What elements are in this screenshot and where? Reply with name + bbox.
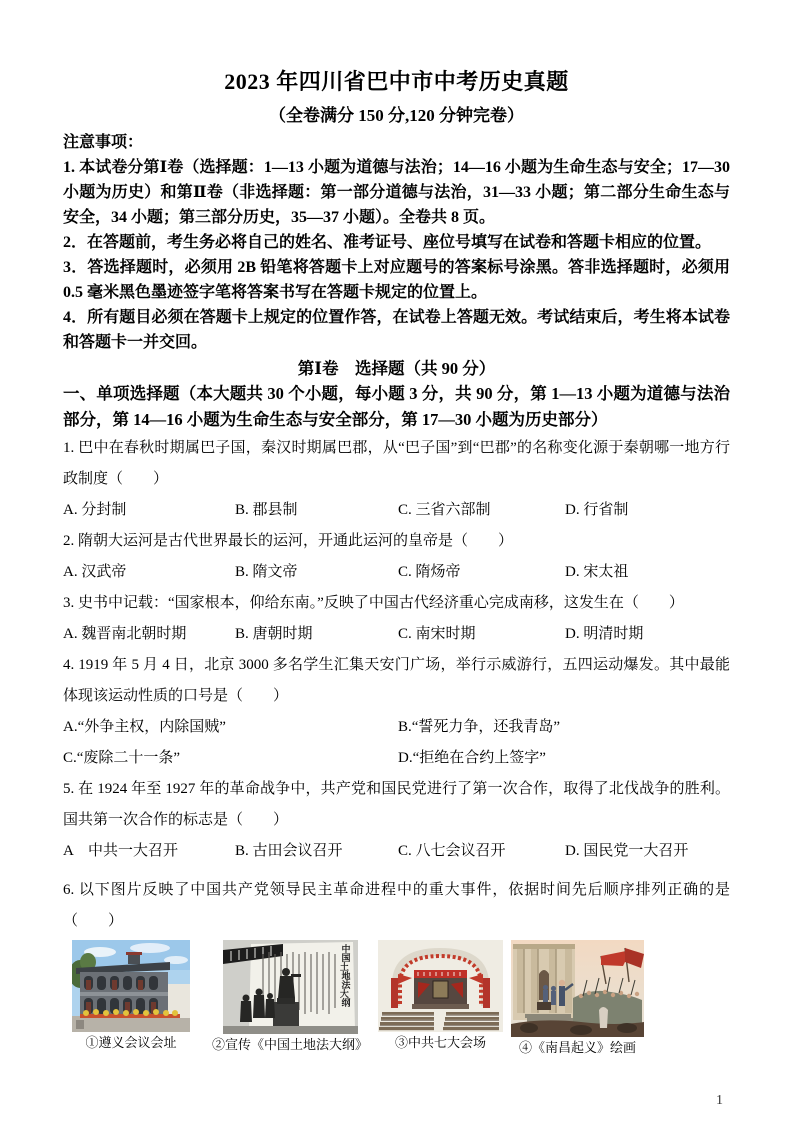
option-d: D. 国民党一大召开: [565, 843, 689, 859]
question-4: [63, 650, 730, 774]
question-6-figures: [63, 940, 730, 1057]
figure-2-caption: ②宣传《中国土地法大纲》: [212, 1037, 369, 1052]
option-b: B. 古田会议召开: [235, 843, 343, 859]
option-d: D. 行省制: [565, 502, 629, 518]
ccp-7th-congress-hall-photo: [378, 940, 503, 1032]
option-d: D. 宋太祖: [565, 564, 629, 580]
notice-item-3: 3．答选择题时，必须用 2B 铅笔将答题卡上对应题号的答案标号涂黑。答非选择题时，必须用 0.5 毫米黑色墨迹签字笔将答案书写在答题卡规定的位置上。: [63, 259, 730, 301]
notice-item-1: 1. 本试卷分第Ⅰ卷（选择题：1—13 小题为道德与法治；14—16 小题为生命生态与安全；17—30 小题为历史）和第Ⅱ卷（非选择题：第一部分道德与法治，31—33 小题；第二部分生命生态与安全，34 小题；第三部分历史，35—37 小题）。全卷共 8 页。: [63, 159, 730, 226]
option-a: A. 分封制: [63, 502, 127, 518]
svg-text:中国土 地法大: 中国土 地法大 纲: [339, 945, 351, 1009]
zunyi-conference-site-photo: [72, 940, 190, 1032]
question-2-options: [63, 557, 730, 588]
option-b: B. 隋文帝: [235, 564, 298, 580]
page-number: 1: [716, 1093, 723, 1108]
notice-item-2: 2．在答题前，考生务必将自己的姓名、准考证号、座位号填写在试卷和答题卡相应的位置。: [63, 234, 712, 251]
section-heading: 第Ⅰ卷 选择题（共 90 分）: [297, 359, 496, 378]
option-a: A.“外争主权，内除国贼”: [63, 719, 226, 735]
question-2-text: 2. 隋朝大运河是古代世界最长的运河，开通此运河的皇帝是（ ）: [63, 533, 514, 549]
option-b: B.“誓死力争，还我青岛”: [398, 719, 561, 735]
land-law-outline-photo: [223, 940, 358, 1034]
figure-4-caption: ④《南昌起义》绘画: [519, 1040, 637, 1055]
figure-1-caption: ①遵义会议会址: [85, 1035, 177, 1050]
nanchang-uprising-painting: [511, 940, 644, 1037]
figure-ccp-7th-congress-hall: [378, 940, 503, 1052]
question-6-text: 6. 以下图片反映了中国共产党领导民主革命进程中的重大事件，依据时间先后顺序排列正确的是（ ）: [63, 882, 730, 929]
page-title: 2023 年四川省巴中市中考历史真题: [224, 69, 569, 94]
figure-3-caption: ③中共七大会场: [395, 1035, 487, 1050]
section-intro: 一、单项选择题（本大题共 30 个小题，每小题 3 分，共 90 分，第 1—13 小题为道德与法治部分，第 14—16 小题为生命生态与安全部分，第 17—30 小题为历史部分）: [63, 384, 730, 429]
page-subtitle: （全卷满分 150 分,120 分钟完卷）: [269, 106, 524, 125]
question-3-options: [63, 619, 730, 650]
question-3-text: 3. 史书中记载：“国家根本，仰给东南。”反映了中国古代经济重心完成南移，这发生在（ ）: [63, 595, 684, 611]
question-5: [63, 774, 730, 867]
option-a: A 中共一大召开: [63, 843, 179, 859]
option-a: A. 汉武帝: [63, 564, 127, 580]
option-c: C. 隋炀帝: [398, 564, 461, 580]
option-b: B. 唐朝时期: [235, 626, 313, 642]
question-5-options: [63, 836, 730, 867]
figure-nanchang-uprising-painting: [511, 940, 644, 1057]
figure-land-law-outline-propaganda: [212, 940, 368, 1054]
question-3: [63, 588, 730, 650]
option-c: C.“废除二十一条”: [63, 750, 181, 766]
option-c: C. 南宋时期: [398, 626, 476, 642]
option-a: A. 魏晋南北朝时期: [63, 626, 187, 642]
question-2: [63, 526, 730, 588]
question-4-text: 4. 1919 年 5 月 4 日，北京 3000 多名学生汇集天安门广场，举行示威游行，五四运动爆发。其中最能体现该运动性质的口号是（ ）: [63, 657, 730, 704]
notice-heading: 注意事项：: [63, 134, 144, 151]
question-5-text: 5. 在 1924 年至 1927 年的革命战争中，共产党和国民党进行了第一次合作，取得了北伐战争的胜利。国共第一次合作的标志是（ ）: [63, 781, 730, 828]
option-c: C. 八七会议召开: [398, 843, 506, 859]
question-1-options: [63, 495, 730, 526]
notice-section: [63, 130, 730, 355]
option-c: C. 三省六部制: [398, 502, 491, 518]
figure-zunyi-conference-site: [72, 940, 190, 1052]
question-4-options: [63, 712, 730, 774]
option-b: B. 郡县制: [235, 502, 298, 518]
question-1-text: 1. 巴中在春秋时期属巴子国，秦汉时期属巴郡，从“巴子国”到“巴郡”的名称变化源于秦朝哪一地方行政制度（ ）: [63, 440, 730, 487]
question-1: [63, 433, 730, 526]
option-d: D. 明清时期: [565, 626, 644, 642]
notice-item-4: 4．所有题目必须在答题卡上规定的位置作答，在试卷上答题无效。考试结束后，考生将本试卷和答题卡一并交回。: [63, 309, 730, 351]
question-6: [63, 875, 730, 1057]
option-d: D.“拒绝在合约上签字”: [398, 750, 546, 766]
